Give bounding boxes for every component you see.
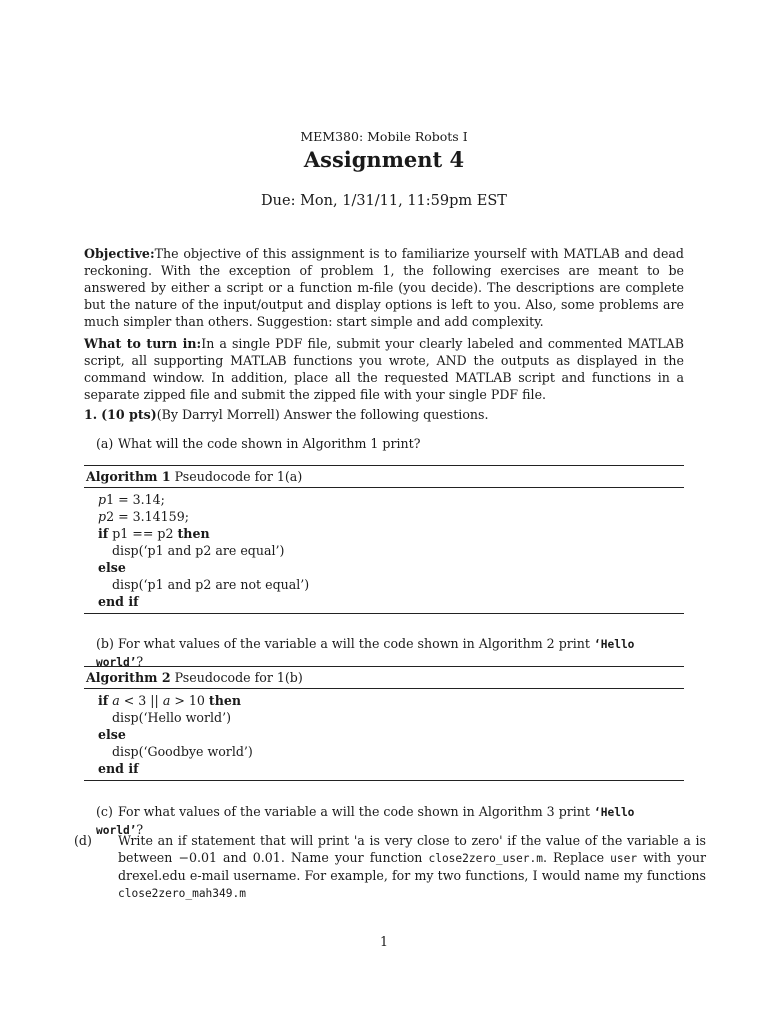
due-date: Due: Mon, 1/31/11, 11:59pm EST — [261, 193, 507, 209]
problem-number: 1. — [84, 407, 98, 422]
code-line: disp(‘Goodbye world’) — [112, 744, 253, 759]
code-line: disp(‘p1 and p2 are not equal’) — [112, 577, 310, 592]
algorithm-1-code — [84, 488, 684, 614]
code-line: end if — [98, 761, 139, 776]
page-number: 1 — [379, 934, 388, 949]
code-line: if a < 3 || a > 10 then — [98, 693, 242, 708]
code-line: disp(‘Hello world’) — [112, 710, 231, 725]
part-a — [96, 435, 684, 452]
code-line: p1 = 3.14; — [98, 492, 165, 507]
part-b-label: (b) — [96, 636, 114, 651]
algorithm-2-header — [84, 667, 684, 689]
part-d: (d) Write an if statement that will print 'a is very close to zero' if the value of the variable a is between −0.01 and 0.01. Name your function close2zero_user.m. Replace user with your drexel.edu e-mail username. For example, for my two functions, I would name my functions close2zero_mah349.m — [74, 833, 706, 900]
turn-in-text: In a single PDF file, submit your clearly labeled and commented MATLAB script, all supporting MATLAB functions you wrote, AND the outputs as displayed in the command window. In addition, place all the requested MATLAB script and functions in a separate zipped file and submit the zipped file with your single PDF file. — [84, 336, 684, 402]
part-d-user: user — [610, 852, 638, 865]
part-a-label: (a) — [96, 436, 114, 451]
code-line: if p1 == p2 then — [98, 526, 210, 541]
algorithm-2-code — [84, 689, 684, 781]
algorithm-1-header — [84, 466, 684, 488]
problem-points: (10 pts) — [101, 407, 157, 422]
part-b: (b) For what values of the variable a will the code shown in Algorithm 2 print ‘Hello world’? — [96, 636, 635, 669]
objective-paragraph — [84, 245, 684, 330]
problem-1-heading — [84, 406, 684, 423]
course-name: MEM380: Mobile Robots I — [300, 129, 468, 144]
algorithm-1-box — [84, 465, 684, 614]
algorithm-1-name: Algorithm 1 — [86, 469, 171, 484]
objective-text: The objective of this assignment is to familiarize yourself with MATLAB and dead reckoning. With the exception of problem 1, the following exercises are meant to be answered by either a script or a function m-file (you decide). The descriptions are complete but the nature of the input/output and display options is left to you. Also, some problems are much simpler than others. Suggestion: start simple and add complexity. — [84, 246, 684, 329]
code-line: disp(‘p1 and p2 are equal’) — [112, 543, 285, 558]
code-line: p2 = 3.14159; — [98, 509, 189, 524]
algorithm-2-caption: Pseudocode for 1(b) — [174, 670, 303, 685]
part-b-text: For what values of the variable a will the code shown in Algorithm 2 print — [118, 636, 590, 651]
part-d-example: close2zero_mah349.m — [118, 887, 246, 900]
part-c-text: For what values of the variable a will the code shown in Algorithm 3 print — [118, 804, 590, 819]
algorithm-2-box — [84, 666, 684, 781]
algorithm-1-caption: Pseudocode for 1(a) — [174, 469, 303, 484]
code-line: else — [98, 727, 126, 742]
part-b-code: ‘Hello world’ — [96, 638, 635, 669]
objective-label: Objective: — [84, 246, 155, 261]
part-d-label: (d) — [74, 833, 92, 848]
turn-in-label: What to turn in: — [84, 336, 202, 351]
turn-in-paragraph — [84, 335, 684, 403]
part-c-label: (c) — [96, 804, 113, 819]
part-c-code: ‘Hello world’ — [96, 806, 635, 837]
code-line: else — [98, 560, 126, 575]
assignment-title: Assignment 4 — [303, 147, 465, 172]
algorithm-2-name: Algorithm 2 — [86, 670, 171, 685]
part-d-filename: close2zero_user.m — [428, 852, 543, 865]
code-line: end if — [98, 594, 139, 609]
part-a-text: What will the code shown in Algorithm 1 print? — [118, 436, 421, 451]
part-c: (c) For what values of the variable a will the code shown in Algorithm 3 print ‘Hello world’? — [96, 804, 635, 837]
problem-text: (By Darryl Morrell) Answer the following questions. — [156, 407, 489, 422]
